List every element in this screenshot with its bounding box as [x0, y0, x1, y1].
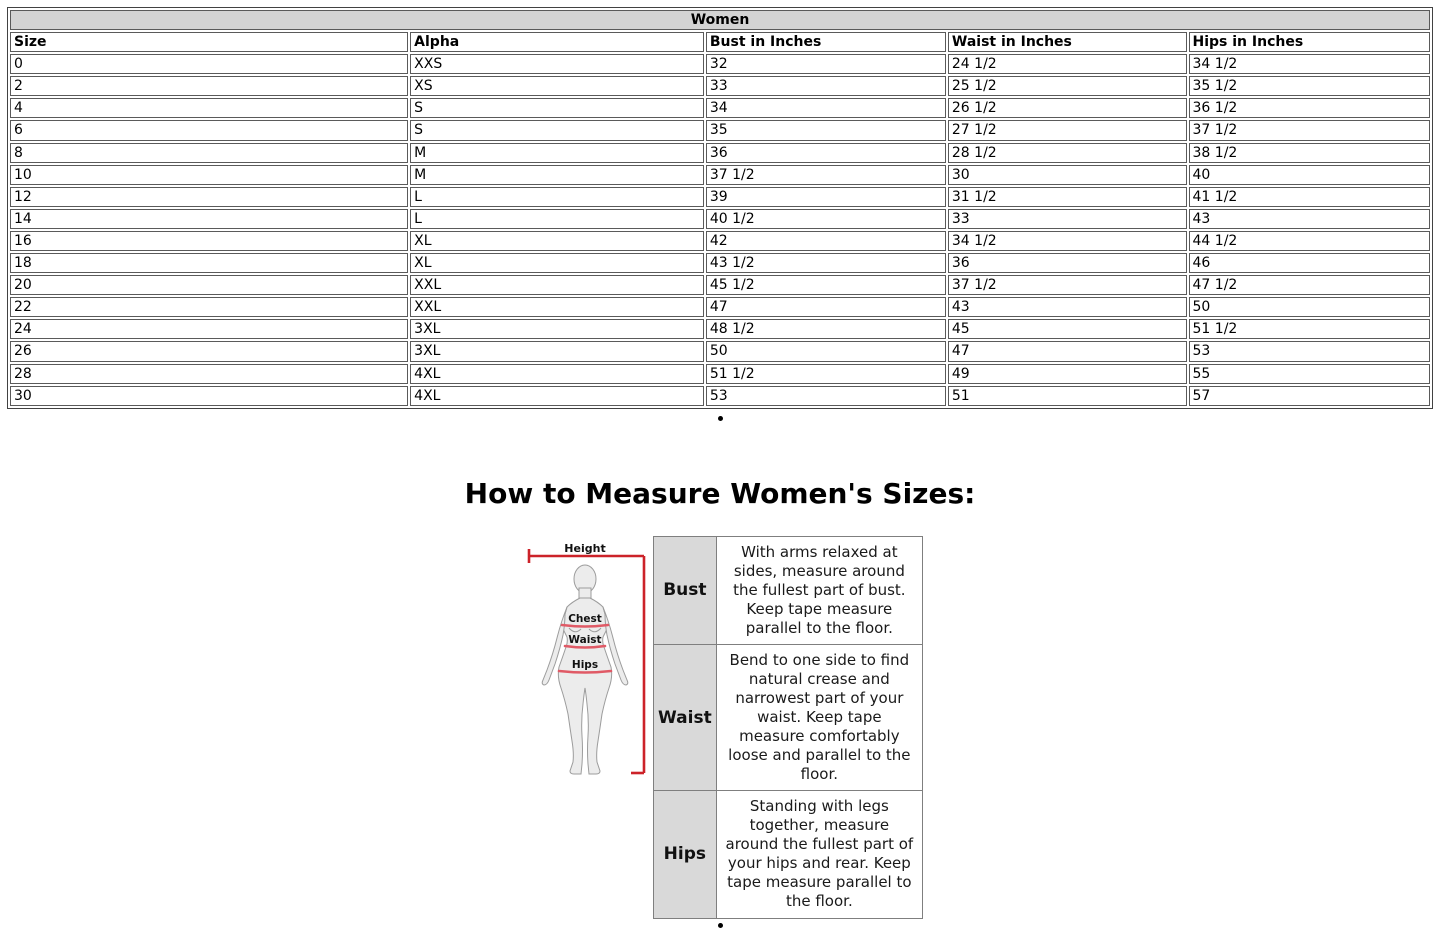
size-row — [10, 143, 1430, 163]
size-cell: 49 — [948, 364, 1187, 384]
size-cell: 41 1/2 — [1189, 187, 1430, 207]
column-header: Hips in Inches — [1189, 32, 1430, 52]
bullet-icon — [718, 416, 723, 421]
size-cell: 50 — [1189, 297, 1430, 317]
size-cell: 2 — [10, 76, 408, 96]
size-cell: 50 — [706, 341, 946, 361]
size-row — [10, 364, 1430, 384]
chart-title: Women — [10, 10, 1430, 30]
size-cell: 40 — [1189, 165, 1430, 185]
size-cell: 12 — [10, 187, 408, 207]
bust-instruction-text: With arms relaxed at sides, measure around the fullest part of bust. Keep tape measure parallel to the floor. — [716, 536, 922, 644]
size-cell: 31 1/2 — [948, 187, 1187, 207]
measure-instructions-table — [653, 536, 923, 919]
size-cell: 3XL — [410, 341, 704, 361]
size-cell: 27 1/2 — [948, 120, 1187, 140]
size-cell: 10 — [10, 165, 408, 185]
size-row — [10, 98, 1430, 118]
size-cell: 38 1/2 — [1189, 143, 1430, 163]
size-cell: 43 1/2 — [706, 253, 946, 273]
size-cell: 35 — [706, 120, 946, 140]
size-cell: 33 — [706, 76, 946, 96]
size-row — [10, 341, 1430, 361]
measure-section — [7, 536, 1433, 919]
size-cell: 40 1/2 — [706, 209, 946, 229]
size-row — [10, 231, 1430, 251]
size-cell: 47 — [706, 297, 946, 317]
size-row — [10, 209, 1430, 229]
size-cell: M — [410, 165, 704, 185]
size-cell: XXL — [410, 275, 704, 295]
size-cell: 32 — [706, 54, 946, 74]
size-cell: 51 1/2 — [1189, 319, 1430, 339]
size-cell: 34 1/2 — [1189, 54, 1430, 74]
size-cell: XL — [410, 253, 704, 273]
size-cell: 26 1/2 — [948, 98, 1187, 118]
size-cell: 48 1/2 — [706, 319, 946, 339]
size-cell: XL — [410, 231, 704, 251]
size-cell: S — [410, 120, 704, 140]
size-cell: 24 — [10, 319, 408, 339]
size-cell: 47 1/2 — [1189, 275, 1430, 295]
size-cell: 22 — [10, 297, 408, 317]
bust-row-label: Bust — [654, 536, 717, 644]
size-row — [10, 187, 1430, 207]
size-row — [10, 54, 1430, 74]
size-cell: 30 — [948, 165, 1187, 185]
bullet-icon — [718, 923, 723, 928]
size-cell: 34 — [706, 98, 946, 118]
size-cell: 24 1/2 — [948, 54, 1187, 74]
chart-title-row — [10, 10, 1430, 30]
size-cell: 45 1/2 — [706, 275, 946, 295]
size-row — [10, 165, 1430, 185]
size-cell: 4XL — [410, 364, 704, 384]
column-header: Bust in Inches — [706, 32, 946, 52]
size-cell: L — [410, 187, 704, 207]
size-cell: 46 — [1189, 253, 1430, 273]
size-cell: 36 — [706, 143, 946, 163]
size-cell: 25 1/2 — [948, 76, 1187, 96]
size-chart-body — [10, 54, 1430, 406]
size-cell: 55 — [1189, 364, 1430, 384]
size-row — [10, 253, 1430, 273]
waist-row-label: Waist — [654, 644, 717, 790]
how-to-measure-heading: How to Measure Women's Sizes: — [464, 476, 976, 510]
size-cell: 44 1/2 — [1189, 231, 1430, 251]
size-cell: 51 — [948, 386, 1187, 406]
waist-instruction-text: Bend to one side to find natural crease and narrowest part of your waist. Keep tape measure comfortably loose and parallel to the floor. — [716, 644, 922, 790]
bust-instruction-row — [654, 536, 923, 644]
size-cell: 43 — [948, 297, 1187, 317]
size-cell: 37 1/2 — [948, 275, 1187, 295]
size-cell: 43 — [1189, 209, 1430, 229]
hips-row-label: Hips — [654, 791, 717, 918]
size-cell: 57 — [1189, 386, 1430, 406]
hips-line — [559, 671, 611, 673]
chest-line — [562, 625, 608, 627]
size-cell: 8 — [10, 143, 408, 163]
size-cell: 51 1/2 — [706, 364, 946, 384]
size-row — [10, 275, 1430, 295]
size-cell: 53 — [1189, 341, 1430, 361]
size-cell: 4XL — [410, 386, 704, 406]
size-cell: 28 1/2 — [948, 143, 1187, 163]
size-cell: 30 — [10, 386, 408, 406]
size-cell: 14 — [10, 209, 408, 229]
height-label: Height — [564, 541, 606, 555]
size-cell: XXS — [410, 54, 704, 74]
size-cell: 18 — [10, 253, 408, 273]
size-cell: S — [410, 98, 704, 118]
size-cell: 37 1/2 — [1189, 120, 1430, 140]
size-row — [10, 120, 1430, 140]
size-cell: 4 — [10, 98, 408, 118]
size-row — [10, 76, 1430, 96]
size-cell: 37 1/2 — [706, 165, 946, 185]
hips-instruction-text: Standing with legs together, measure around the fullest part of your hips and rear. Keep tape measure parallel to the floor. — [716, 791, 922, 918]
size-cell: 34 1/2 — [948, 231, 1187, 251]
size-cell: 3XL — [410, 319, 704, 339]
size-cell: 6 — [10, 120, 408, 140]
hips-instruction-row — [654, 791, 923, 918]
column-header: Waist in Inches — [948, 32, 1187, 52]
size-row — [10, 319, 1430, 339]
waist-line — [565, 646, 605, 648]
size-row — [10, 386, 1430, 406]
size-cell: 28 — [10, 364, 408, 384]
body-measurement-diagram — [517, 536, 651, 790]
chest-label: Chest — [568, 612, 602, 625]
size-cell: M — [410, 143, 704, 163]
size-cell: 33 — [948, 209, 1187, 229]
size-cell: 26 — [10, 341, 408, 361]
size-cell: 39 — [706, 187, 946, 207]
waist-label: Waist — [568, 633, 602, 646]
size-cell: 36 1/2 — [1189, 98, 1430, 118]
size-cell: 53 — [706, 386, 946, 406]
column-header: Alpha — [410, 32, 704, 52]
column-header: Size — [10, 32, 408, 52]
size-cell: 16 — [10, 231, 408, 251]
size-cell: 47 — [948, 341, 1187, 361]
body-figure-svg — [517, 536, 651, 786]
size-cell: L — [410, 209, 704, 229]
column-header-row — [10, 32, 1430, 52]
list-bullet-top — [7, 414, 1433, 422]
size-cell: 45 — [948, 319, 1187, 339]
size-cell: 0 — [10, 54, 408, 74]
size-cell: XXL — [410, 297, 704, 317]
hips-label: Hips — [571, 658, 599, 671]
list-bullet-bottom — [7, 921, 1433, 929]
size-cell: XS — [410, 76, 704, 96]
women-size-chart-table — [7, 7, 1433, 409]
size-row — [10, 297, 1430, 317]
size-cell: 35 1/2 — [1189, 76, 1430, 96]
waist-instruction-row — [654, 644, 923, 790]
size-cell: 36 — [948, 253, 1187, 273]
size-cell: 42 — [706, 231, 946, 251]
size-cell: 20 — [10, 275, 408, 295]
